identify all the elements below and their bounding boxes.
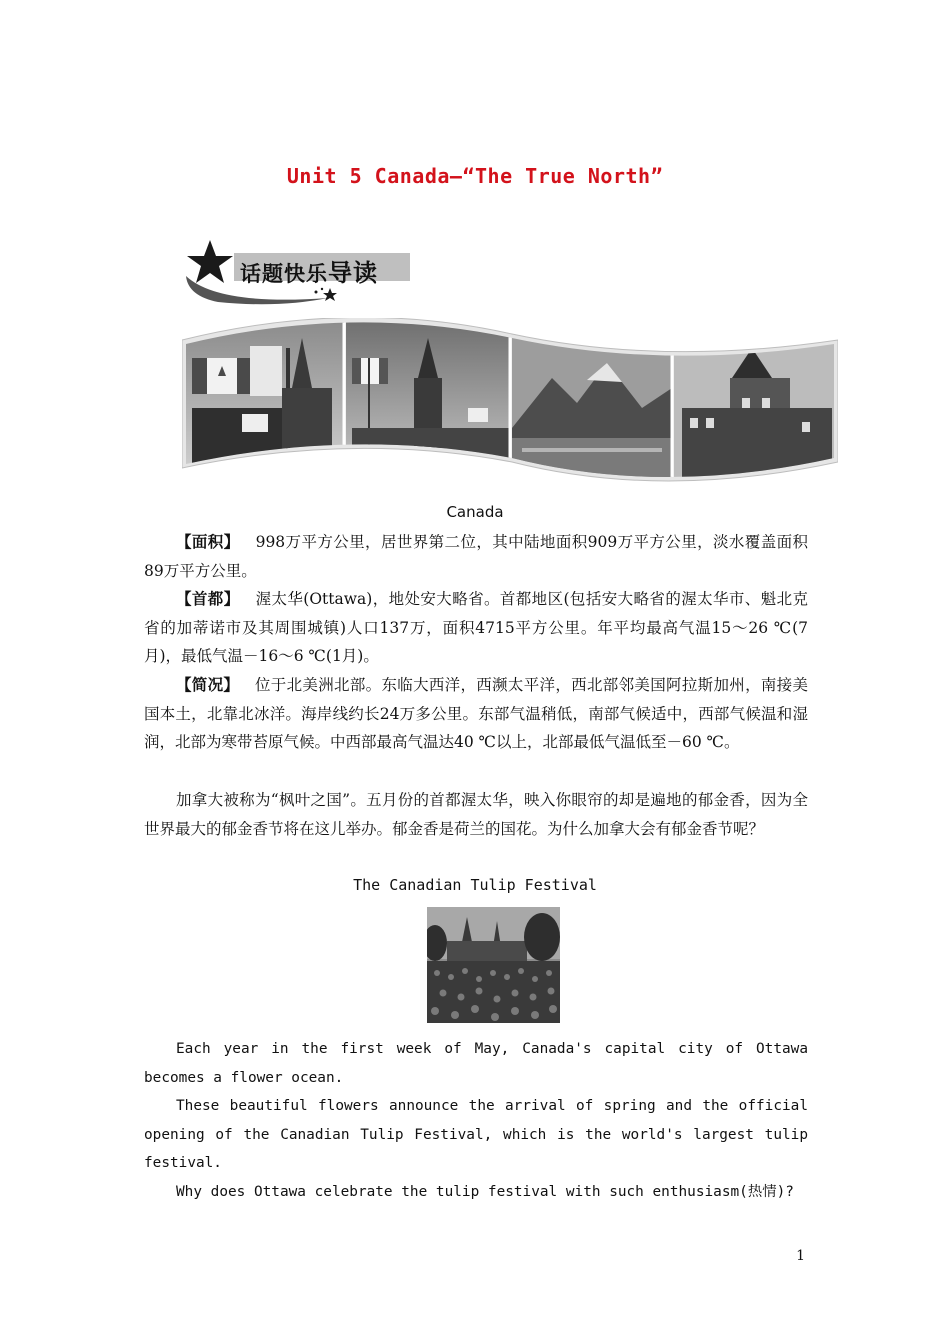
tulip-festival-heading: The Canadian Tulip Festival [353, 876, 597, 894]
star-icon [187, 240, 233, 283]
overview-paragraph: 【简况】 位于北美洲北部。东临大西洋，西濒太平洋，西北部邻美国阿拉斯加州，南接美国本土，北靠北冰洋。海岸线约长24万多公里。东部气温稍低，南部气候适中，西部气候温和湿润，北部为寒带苔原气候。中西部最高气温达40 ℃以上，北部最低气温低至－60 ℃。 [144, 675, 808, 751]
area-paragraph: 【面积】 998万平方公里，居世界第二位，其中陆地面积909万平方公里，淡水覆盖面积89万平方公里。 [144, 532, 808, 580]
page-number: 1 [796, 1248, 805, 1264]
intro-paragraph: 加拿大被称为“枫叶之国”。五月份的首都渥太华，映入你眼帘的却是遍地的郁金香，因为全世界最大的郁金香节将在这儿举办。郁金香是荷兰的国花。为什么加拿大会有郁金香节呢？ [144, 791, 808, 838]
canada-photo-strip [182, 318, 838, 492]
canada-heading: Canada [446, 503, 504, 521]
capital-paragraph: 【首都】 渥太华(Ottawa)，地处安大略省。首都地区(包括安大略省的渥太华市、魁北克省的加蒂诺市及其周围城镇)人口137万，面积4715平方公里。年平均最高气温15～26 ℃(7月)，最低气温－16～6 ℃(1月)。 [144, 589, 809, 665]
english-paragraph-1: Each year in the first week of May, Canada's capital city of Ottawa becomes a flower ocean. [144, 1041, 808, 1086]
tulip-field-photo [427, 907, 560, 1023]
unit-title: Unit 5 Canada—“The True North” [286, 164, 664, 188]
topic-banner-label: 话题快乐导读 [240, 259, 378, 287]
english-paragraph-2: These beautiful flowers announce the arrival of spring and the official opening of the Canadian Tulip Festival, which is the world's largest tulip festival. [144, 1098, 808, 1171]
english-paragraph-3: Why does Ottawa celebrate the tulip festival with such enthusiasm(热情)? [176, 1184, 794, 1200]
